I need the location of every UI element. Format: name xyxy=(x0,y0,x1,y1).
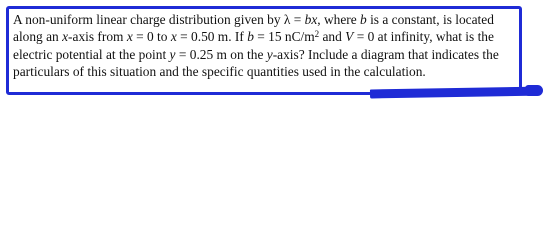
text-span: = 0 to xyxy=(132,29,171,45)
text-span: and xyxy=(319,29,346,45)
var-y: y xyxy=(169,46,176,62)
text-span: , where xyxy=(317,12,361,27)
text-span: along an xyxy=(13,29,63,45)
var-b: b xyxy=(247,29,254,45)
var-x: x xyxy=(311,12,318,27)
text-span: is a constant, is located xyxy=(366,12,494,27)
problem-line-3 xyxy=(13,46,513,63)
var-b: b xyxy=(304,12,312,27)
marker-stroke-end xyxy=(525,85,543,96)
var-x: x xyxy=(126,29,133,45)
exponent: 2 xyxy=(314,29,320,40)
var-b: b xyxy=(360,12,367,27)
text-span: = 0.25 m on the xyxy=(175,46,267,62)
var-V: V xyxy=(345,29,354,45)
lambda-symbol: λ xyxy=(283,12,291,27)
marker-underline-stroke xyxy=(370,86,542,98)
problem-line-4: particulars of this situation and the specific quantities used in the calculation. xyxy=(13,63,426,79)
problem-line-1 xyxy=(13,11,513,28)
var-x: x xyxy=(62,29,69,45)
text-span: = 0.50 m. If xyxy=(176,29,248,45)
text-span: electric potential at the point xyxy=(13,46,170,62)
text-span: A non-uniform linear charge distribution given by xyxy=(13,12,284,27)
problem-line-2 xyxy=(13,28,513,45)
text-span: = 15 nC/m xyxy=(253,29,315,45)
text-span: = xyxy=(290,12,305,27)
text-span: -axis? Include a diagram that indicates the xyxy=(272,46,499,62)
var-y: y xyxy=(266,46,273,62)
var-x: x xyxy=(170,29,177,45)
text-span: = 0 at infinity, what is the xyxy=(353,29,494,45)
text-span: -axis from xyxy=(68,29,127,45)
problem-text-box xyxy=(6,6,522,95)
